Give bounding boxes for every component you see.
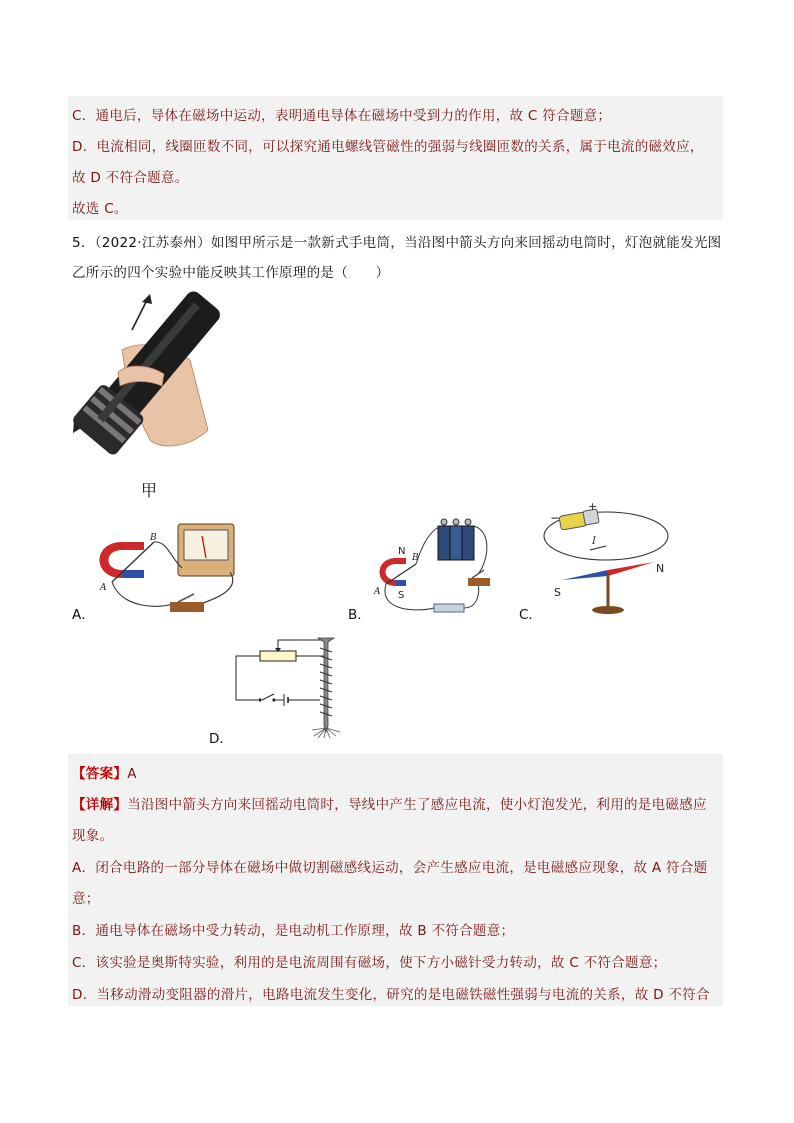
detail-tag: 【详解】 (72, 797, 128, 813)
detail-line-2: 现象。 (72, 828, 114, 844)
question-stem-line1: 5．（2022·江苏泰州）如图甲所示是一款新式手电筒，当沿图中箭头方向来回摇动电筒时，灯泡就能发光图 (72, 235, 722, 251)
option-a-figure (82, 520, 257, 620)
label-b2: B (412, 553, 419, 563)
detail-option-line: C．该实验是奥斯特实验，利用的是电流周围有磁场，使下方小磁针受力转动，故 C 不符合题意； (72, 955, 667, 971)
detail-option-line: B．通电导体在磁场中受力转动，是电动机工作原理，故 B 不符合题意； (72, 923, 515, 939)
c-minus: − (550, 511, 561, 525)
detail-text: 当沿图中箭头方向来回摇动电筒时，导线中产生了感应电流，使小灯泡发光，利用的是电磁感应 (127, 797, 707, 813)
label-n: N (398, 546, 406, 557)
label-a: A (100, 583, 107, 593)
c-plus: + (588, 500, 598, 513)
detail-option-line: A．闭合电路的一部分导体在磁场中做切割磁感线运动，会产生感应电流，是电磁感应现象，故 A 符合题 (72, 860, 708, 876)
prev-explanation-line: 故 D 不符合题意。 (72, 170, 189, 186)
option-c-label: C． (519, 607, 542, 623)
answer-value: A (127, 766, 137, 782)
option-b-label: B． (348, 607, 371, 623)
answer-line (72, 762, 137, 782)
option-b-figure (368, 512, 508, 627)
prev-explanation-line: C．通电后，导体在磁场中运动，表明通电导体在磁场中受到力的作用，故 C 符合题意； (72, 108, 612, 124)
answer-tag: 【答案】 (72, 766, 128, 782)
c-current: I (592, 536, 596, 547)
flashlight-figure (60, 290, 220, 470)
prev-explanation-line: 故选 C。 (72, 201, 128, 217)
c-s: S (554, 586, 561, 599)
option-d-figure (230, 632, 360, 742)
label-a2: A (374, 587, 381, 597)
label-b: B (150, 533, 157, 543)
detail-option-line: D．当移动滑动变阻器的滑片，电路电流发生变化，研究的是电磁铁磁性强弱与电流的关系，故 D 不符合 (72, 987, 710, 1003)
prev-explanation-line: D．电流相同，线圈匝数不同，可以探究通电螺线管磁性的强弱与线圈匝数的关系，属于电流的磁效应， (72, 139, 704, 155)
option-d-label: D． (209, 731, 233, 747)
option-a-label: A． (72, 607, 95, 623)
detail-option-line: 意； (72, 891, 100, 907)
option-c-figure (536, 500, 676, 620)
label-s: S (398, 590, 405, 601)
detail-line (72, 793, 707, 813)
c-n: N (656, 562, 665, 575)
question-stem-line2: 乙所示的四个实验中能反映其工作原理的是（ ） (72, 265, 390, 281)
figure-caption-jia: 甲 (141, 481, 158, 500)
